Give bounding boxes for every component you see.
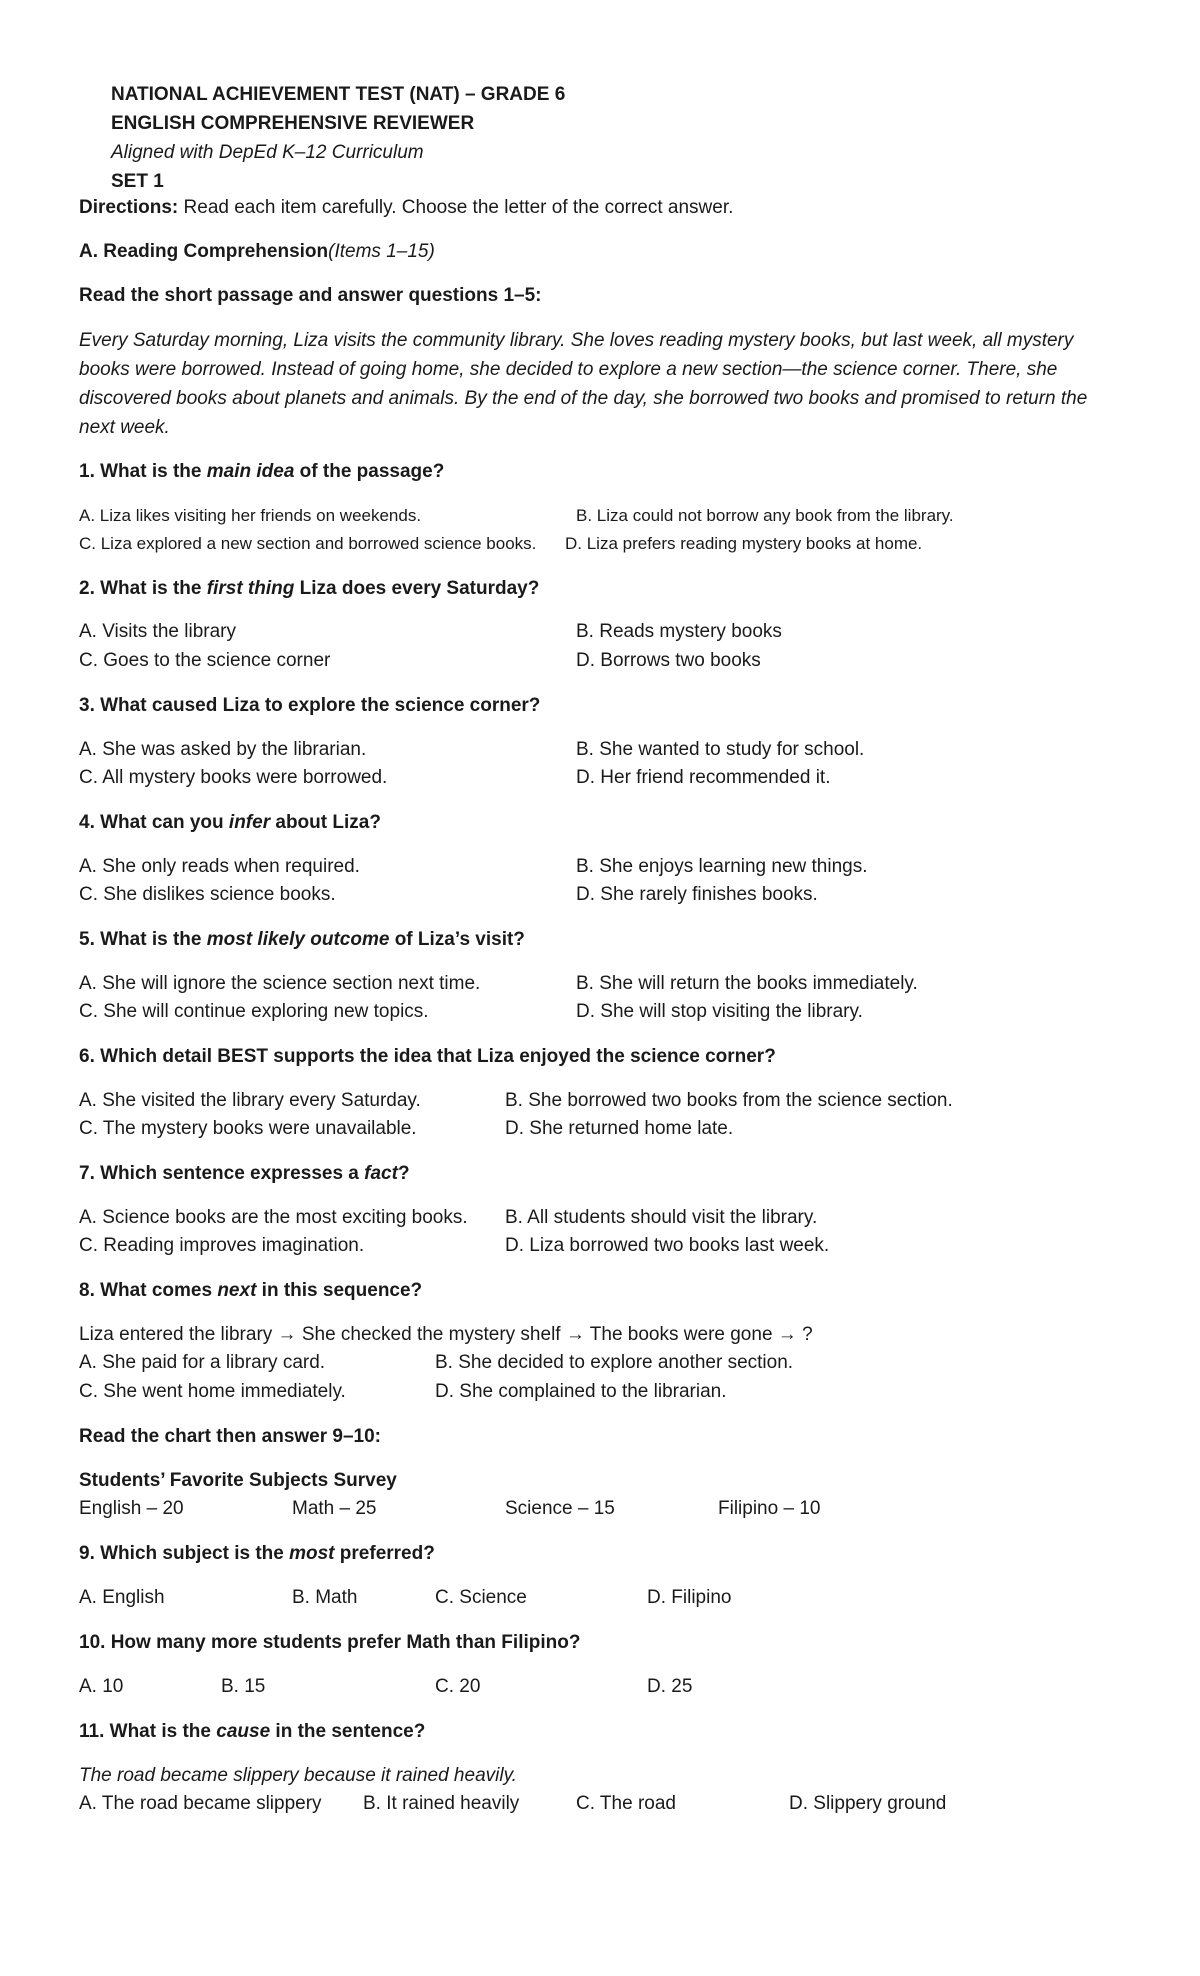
q9-choice-b: B. Math — [292, 1587, 358, 1608]
q9-choice-d: D. Filipino — [647, 1587, 732, 1608]
section-heading — [79, 240, 435, 264]
q6-choice-a: A. She visited the library every Saturday. — [79, 1090, 421, 1111]
directions-label: Directions: — [79, 197, 179, 218]
q11-choice-a: A. The road became slippery — [79, 1793, 322, 1814]
question-8-emphasis: next — [217, 1280, 257, 1301]
question-8: 8. What comes next in this sequence? — [79, 1280, 423, 1301]
question-7: 7. Which sentence expresses a fact? — [79, 1163, 410, 1184]
q7-choice-c: C. Reading improves imagination. — [79, 1235, 365, 1256]
q10-choice-c: C. 20 — [435, 1676, 481, 1697]
survey-title: Students’ Favorite Subjects Survey — [79, 1470, 397, 1491]
q8-choice-c: C. She went home immediately. — [79, 1381, 346, 1402]
passage-intro: Read the short passage and answer questions 1–5: — [79, 285, 542, 306]
q6-choice-c: C. The mystery books were unavailable. — [79, 1118, 417, 1139]
q2-choice-a: A. Visits the library — [79, 621, 236, 642]
chart-intro: Read the chart then answer 9–10: — [79, 1426, 381, 1447]
document-header — [111, 80, 565, 196]
q2-choice-d: D. Borrows two books — [576, 650, 761, 671]
q3-choice-c: C. All mystery books were borrowed. — [79, 767, 388, 788]
q11-sentence: The road became slippery because it rained heavily. — [79, 1765, 517, 1786]
question-5-emphasis: most likely outcome — [206, 929, 390, 950]
q2-choice-c: C. Goes to the science corner — [79, 650, 331, 671]
section-title: A. Reading Comprehension — [79, 241, 329, 262]
q8-sequence: Liza entered the library → She checked the mystery shelf → The books were gone → ? — [79, 1324, 813, 1345]
q5-choice-b: B. She will return the books immediately. — [576, 973, 918, 994]
q9-choice-a: A. English — [79, 1587, 165, 1608]
q11-choice-b: B. It rained heavily — [363, 1793, 520, 1814]
question-7-emphasis: fact — [364, 1163, 398, 1184]
q4-choice-b: B. She enjoys learning new things. — [576, 856, 868, 877]
q3-choice-a: A. She was asked by the librarian. — [79, 739, 367, 760]
q1-choice-b: B. Liza could not borrow any book from the library. — [576, 506, 954, 525]
q11-choice-d: D. Slippery ground — [789, 1793, 947, 1814]
q6-choice-d: D. She returned home late. — [505, 1118, 734, 1139]
q5-choice-d: D. She will stop visiting the library. — [576, 1001, 863, 1022]
question-4: 4. What can you infer about Liza? — [79, 812, 381, 833]
question-9-emphasis: most — [289, 1543, 335, 1564]
q1-choice-d: D. Liza prefers reading mystery books at home. — [565, 534, 923, 553]
q10-choice-d: D. 25 — [647, 1676, 693, 1697]
q8-choice-b: B. She decided to explore another section. — [435, 1352, 794, 1373]
q6-choice-b: B. She borrowed two books from the science section. — [505, 1090, 953, 1111]
q8-choice-d: D. She complained to the librarian. — [435, 1381, 727, 1402]
q3-choice-d: D. Her friend recommended it. — [576, 767, 831, 788]
question-10: 10. How many more students prefer Math than Filipino? — [79, 1632, 581, 1653]
q4-choice-d: D. She rarely finishes books. — [576, 884, 818, 905]
reviewer-title: ENGLISH COMPREHENSIVE REVIEWER — [111, 113, 475, 134]
section-range: (Items 1–15) — [328, 241, 435, 262]
reading-passage: Every Saturday morning, Liza visits the community library. She loves reading mystery books, but last week, all mystery books were borrowed. Instead of going home, she decided to explore a new section—the science corner. There, she discovered books about planets and animals. By the end of the day, she borrowed two books and promised to return the next week. — [79, 330, 1088, 438]
q7-choice-a: A. Science books are the most exciting books. — [79, 1207, 468, 1228]
q7-choice-b: B. All students should visit the library. — [505, 1207, 818, 1228]
q4-choice-a: A. She only reads when required. — [79, 856, 360, 877]
q4-choice-c: C. She dislikes science books. — [79, 884, 336, 905]
q5-choice-a: A. She will ignore the science section next time. — [79, 973, 481, 994]
q10-choice-a: A. 10 — [79, 1676, 124, 1697]
q7-choice-d: D. Liza borrowed two books last week. — [505, 1235, 830, 1256]
survey-math: Math – 25 — [292, 1498, 377, 1519]
test-title: NATIONAL ACHIEVEMENT TEST (NAT) – GRADE 6 — [111, 84, 566, 105]
survey-filipino: Filipino – 10 — [718, 1498, 821, 1519]
q10-choice-b: B. 15 — [221, 1676, 266, 1697]
curriculum-note: Aligned with DepEd K–12 Curriculum — [111, 142, 424, 163]
question-11-emphasis: cause — [216, 1721, 271, 1742]
question-1: 1. What is the main idea of the passage? — [79, 461, 445, 482]
survey-science: Science – 15 — [505, 1498, 615, 1519]
q3-choice-b: B. She wanted to study for school. — [576, 739, 865, 760]
question-9: 9. Which subject is the most preferred? — [79, 1543, 435, 1564]
survey-english: English – 20 — [79, 1498, 184, 1519]
question-3: 3. What caused Liza to explore the science corner? — [79, 695, 541, 716]
q8-choice-a: A. She paid for a library card. — [79, 1352, 326, 1373]
set-label: SET 1 — [111, 171, 164, 192]
q1-choice-a: A. Liza likes visiting her friends on weekends. — [79, 506, 422, 525]
directions — [79, 196, 733, 220]
q2-choice-b: B. Reads mystery books — [576, 621, 782, 642]
question-4-emphasis: infer — [228, 812, 271, 833]
directions-text: Read each item carefully. Choose the letter of the correct answer. — [178, 197, 734, 218]
question-2-emphasis: first thing — [206, 578, 295, 599]
q9-choice-c: C. Science — [435, 1587, 527, 1608]
question-11: 11. What is the cause in the sentence? — [79, 1721, 426, 1742]
q1-choice-c: C. Liza explored a new section and borrowed science books. — [79, 534, 537, 553]
question-6: 6. Which detail BEST supports the idea that Liza enjoyed the science corner? — [79, 1046, 776, 1067]
question-5: 5. What is the most likely outcome of Liza’s visit? — [79, 929, 525, 950]
q11-choice-c: C. The road — [576, 1793, 676, 1814]
question-1-emphasis: main idea — [206, 461, 295, 482]
question-2: 2. What is the first thing Liza does every Saturday? — [79, 578, 540, 599]
q5-choice-c: C. She will continue exploring new topics. — [79, 1001, 429, 1022]
